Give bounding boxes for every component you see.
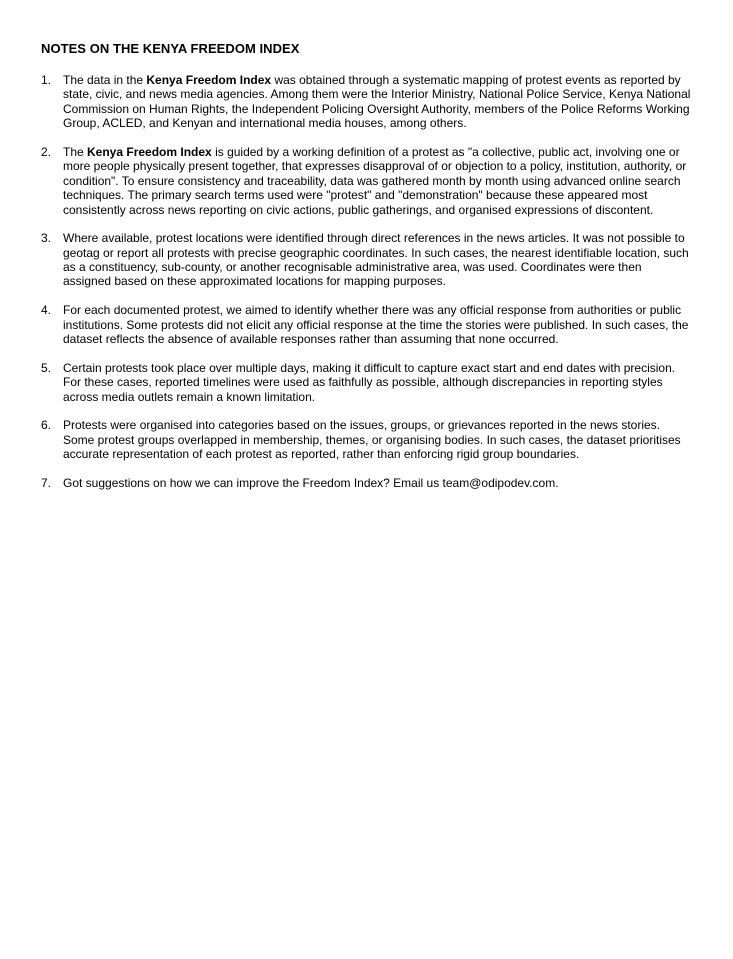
note-item	[41, 361, 691, 404]
page-title: NOTES ON THE KENYA FREEDOM INDEX	[41, 41, 300, 56]
note-text	[63, 476, 559, 490]
note-text-segment: Protests were organised into categories based on the issues, groups, or grievances reported in the news stories. Some protest groups overlapped in membership, themes, or organising bodies. In such cases, the dataset prioritises accurate representation of each protest as reported, rather than enforcing rigid group boundaries.	[63, 418, 681, 462]
note-text-segment: is guided by a working definition of a protest as "a collective, public act, involving one or more people physically present together, that expresses disapproval of or objection to a policy, institution, authority, or condition". To ensure consistency and traceability, data was gathered month by month using advanced online search techniques. The primary search terms used were "protest" and "demonstration" because these appeared most consistently across news reporting on civic actions, public gatherings, and organised expressions of discontent.	[63, 144, 687, 217]
note-text-segment: was obtained through a systematic mapping of protest events as reported by state, civic, and news media agencies. Among them were the Interior Ministry, National Police Service, Kenya National Commission on Human Rights, the Independent Policing Oversight Authority, members of the Police Reforms Working Group, ACLED, and Kenyan and international media houses, among others.	[63, 73, 691, 131]
note-item	[41, 418, 691, 461]
note-text	[63, 145, 686, 217]
note-emphasis: Kenya Freedom Index	[87, 144, 212, 159]
note-text-segment: Got suggestions on how we can improve the Freedom Index? Email us team@odipodev.com.	[63, 475, 559, 490]
note-number: 5.	[41, 360, 52, 375]
note-text-segment: Certain protests took place over multiple days, making it difficult to capture exact start and end dates with precision. For these cases, reported timelines were used as faithfully as possible, although discrepancies in reporting styles across media outlets remain a known limitation.	[63, 360, 676, 404]
document-page	[41, 41, 701, 504]
note-number: 7.	[41, 475, 52, 490]
note-text	[63, 231, 689, 288]
note-text	[63, 361, 675, 404]
note-text-segment: The data in the	[63, 73, 147, 87]
note-item	[41, 303, 691, 346]
note-text	[63, 418, 681, 461]
note-text-segment: The	[63, 144, 88, 159]
note-number: 3.	[41, 231, 52, 246]
note-emphasis: Kenya Freedom Index	[146, 73, 272, 87]
note-number: 2.	[41, 144, 52, 159]
notes-list	[41, 73, 701, 490]
note-item	[41, 145, 691, 217]
note-text	[63, 303, 688, 346]
note-text-segment: For each documented protest, we aimed to identify whether there was any official response from authorities or public institutions. Some protests did not elicit any official response at the time the stories were published. In such cases, the dataset reflects the absence of available responses rather than assuming that none occurred.	[63, 303, 689, 346]
note-item	[41, 476, 691, 490]
note-number: 4.	[41, 303, 52, 318]
note-number: 1.	[41, 73, 52, 87]
note-text	[63, 73, 690, 130]
note-text-segment: Where available, protest locations were identified through direct references in the news articles. It was not possible to geotag or report all protests with precise geographic coordinates. In such cases, the nearest identifiable location, such as a constituency, sub-county, or another recognisable administrative area, was used. Coordinates were then assigned based on these approximated locations for mapping purposes.	[63, 231, 689, 289]
note-item	[41, 73, 691, 131]
note-number: 6.	[41, 418, 52, 433]
note-item	[41, 231, 691, 289]
